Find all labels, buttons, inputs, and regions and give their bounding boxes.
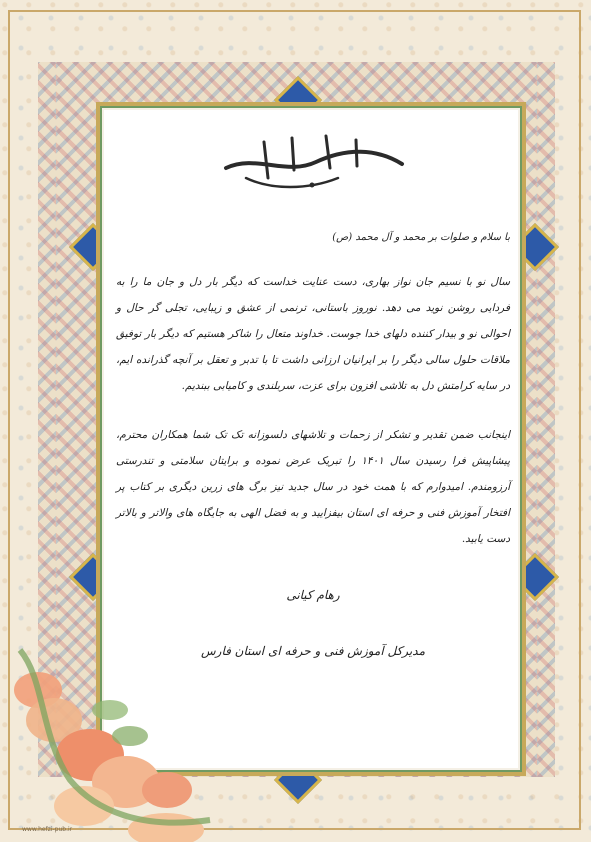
greeting-line: با سلام و صلوات بر محمد و آل محمد (ص)	[332, 232, 510, 243]
signature-title: مدیرکل آموزش فنی و حرفه ای استان فارس	[201, 644, 425, 658]
letter-paragraph-1: سال نو با نسیم جان نواز بهاری، دست عنایت خداست که دیگر بار دل و جان ما را به فردایی روشن نوید می دهد. نوروز باستانی، ترنمی از عشق و زیبایی، تجلی گر حال و احوالی نو و بیدار کننده دلهای خدا جوست. خداوند متعال را شاکر هستیم که دیگر بار توفیق ملاقات حلول سالی دیگر را بر ایرانیان ارزانی داشت تا با تدبر و تعقل بر آنچه گذرانده ایم، در سایه کرامتش دل به تلاشی افزون برای عزت، سربلندی و کامیابی ببندیم.	[116, 276, 510, 392]
letter-paragraph-2: اینجانب ضمن تقدیر و تشکر از زحمات و تلاشهای دلسوزانه تک تک شما همکاران محترم، پیشاپیش فرا رسیدن سال ۱۴۰۱ را تبریک عرض نموده و برایتان سلامتی و تندرستی آرزومندم. امیدوارم که با همت خود در سال جدید نیز برگ های زرین دیگری بر کتاب پر افتخار آموزش فنی و حرفه ای استان بیفزایید و به فضل الهی به جایگاه های والاتر و بالاتر دست یابید.	[116, 429, 510, 545]
publisher-url: www.hefzi-pub.ir	[22, 826, 73, 833]
bismillah-calligraphy	[206, 124, 420, 194]
carnation-flowers-decoration	[0, 560, 240, 842]
signature-name: رهام کیانی	[286, 588, 340, 602]
